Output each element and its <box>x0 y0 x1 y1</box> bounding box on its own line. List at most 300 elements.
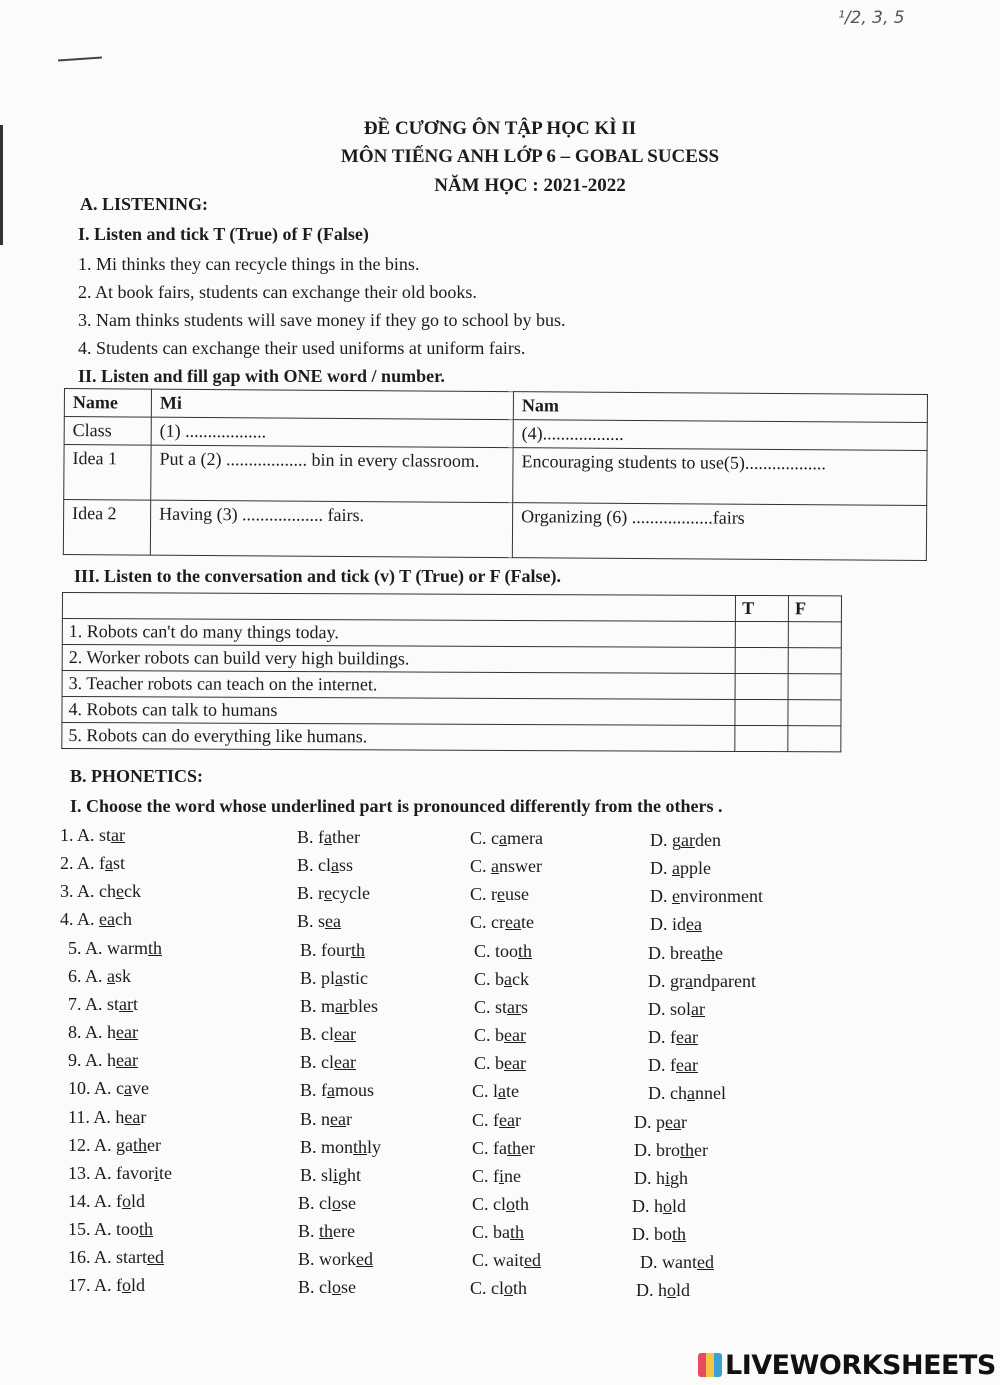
underlined-part: o <box>332 1276 341 1297</box>
option-d[interactable] <box>650 914 702 935</box>
word-part: t <box>133 994 139 1014</box>
underlined-part: ear <box>334 1023 356 1044</box>
option-c[interactable] <box>474 1025 526 1046</box>
word-part: B. m <box>300 995 336 1016</box>
underlined-part: ea <box>505 912 521 932</box>
underlined-part: a <box>331 854 339 875</box>
gap-2: Put a (2) .................. bin in every classroom. <box>151 445 513 503</box>
word-part: r <box>680 1111 687 1132</box>
question-number: 9. A. <box>68 1050 108 1070</box>
word-part: ere <box>333 1220 356 1241</box>
word-part: h <box>107 1050 117 1070</box>
option-a[interactable] <box>68 994 138 1015</box>
option-a[interactable] <box>68 1050 138 1071</box>
underlined-part: ear <box>504 1053 526 1073</box>
word-part: th <box>515 1194 530 1214</box>
word-part: D. <box>650 857 672 878</box>
underlined-part: o <box>506 1194 515 1214</box>
word-part: D. ch <box>648 1082 687 1103</box>
option-d[interactable] <box>634 1112 687 1133</box>
option-d[interactable] <box>632 1224 686 1245</box>
word-part: C. wait <box>472 1250 524 1270</box>
underlined-part: ed <box>356 1248 373 1269</box>
word-part: ch <box>115 909 132 929</box>
option-a[interactable] <box>68 1191 145 1212</box>
word-part: pple <box>680 857 711 878</box>
word-part: C. too <box>474 941 519 961</box>
underlined-part: ear <box>676 1026 698 1047</box>
option-a[interactable] <box>68 1022 138 1043</box>
t-cell[interactable] <box>735 699 788 725</box>
option-d[interactable] <box>636 1280 690 1301</box>
word-part: nvironment <box>680 885 763 906</box>
underlined-part: ar <box>335 995 349 1016</box>
word-part: D. g <box>650 829 681 850</box>
word-part: D. h <box>634 1167 665 1188</box>
underlined-part: a <box>105 853 114 873</box>
option-c[interactable] <box>474 997 528 1018</box>
word-part: C. r <box>470 884 497 904</box>
word-part: B. s <box>297 910 326 931</box>
word-part: bles <box>349 995 378 1016</box>
word-part: h <box>115 1107 125 1127</box>
logo-icon <box>698 1353 722 1377</box>
question-number: 17. A. <box>68 1275 117 1295</box>
word-part: cycle <box>332 882 370 903</box>
option-c[interactable] <box>474 969 529 990</box>
option-d[interactable] <box>648 999 705 1020</box>
word-part: B. cl <box>300 1051 334 1072</box>
underlined-part: ea <box>124 1107 141 1127</box>
handwritten-note: ¹/2, 3, 5 <box>838 8 905 28</box>
underlined-part: a <box>491 856 500 876</box>
underlined-part: th <box>353 1136 368 1157</box>
t-cell[interactable] <box>735 725 788 751</box>
underlined-part: th <box>319 1220 334 1241</box>
word-part: f <box>99 853 106 873</box>
f-cell[interactable] <box>788 674 841 700</box>
word-part: ve <box>132 1078 150 1098</box>
statement: 4. Robots can talk to humans <box>62 697 735 726</box>
option-a[interactable] <box>68 1135 161 1156</box>
part3-title: III. Listen to the conversation and tick (v) T (True) or F (False). <box>74 566 561 586</box>
word-part: D. <box>650 885 672 906</box>
word-part: C. f <box>472 1110 499 1130</box>
blank-header <box>62 593 735 622</box>
underlined-part: th <box>139 1219 154 1239</box>
underlined-part: o <box>122 1275 132 1295</box>
underlined-part: e <box>672 885 680 906</box>
underlined-part: i <box>333 1164 339 1185</box>
word-part: D. gr <box>648 970 685 991</box>
option-a[interactable] <box>68 966 131 987</box>
fill-gap-table <box>63 388 928 561</box>
col-f: F <box>788 596 841 622</box>
option-c[interactable] <box>472 1166 521 1187</box>
question-number: 8. A. <box>68 1022 108 1042</box>
option-b[interactable] <box>297 855 353 876</box>
word-part: B. mon <box>300 1136 354 1157</box>
underlined-part: ear <box>676 1054 698 1075</box>
word-part: er <box>147 1135 162 1155</box>
word-part: ch <box>99 881 117 901</box>
underlined-part: ear <box>116 1022 138 1042</box>
part1-item: 3. Nam thinks students will save money if they go to school by bus. <box>78 310 566 330</box>
underlined-part: o <box>663 1195 672 1216</box>
word-part: ly <box>367 1136 382 1157</box>
option-b[interactable] <box>300 940 365 961</box>
underlined-part: th <box>680 1139 695 1160</box>
section-b-title: B. PHONETICS: <box>70 766 204 786</box>
word-part: B. n <box>300 1108 331 1129</box>
word-part: r <box>346 1108 352 1129</box>
underlined-part: th <box>700 942 715 963</box>
phonetics-part1-title: I. Choose the word whose underlined part is pronounced differently from the others . <box>70 796 723 816</box>
option-a[interactable] <box>68 1247 164 1268</box>
underlined-part: ea <box>686 913 702 934</box>
header-name: Name <box>64 389 151 418</box>
word-part: ndparent <box>693 970 756 991</box>
underlined-part: ear <box>334 1051 356 1072</box>
word-part: nnel <box>695 1082 726 1103</box>
t-cell[interactable] <box>735 673 788 699</box>
underlined-part: a <box>335 967 344 988</box>
option-b[interactable] <box>298 1193 356 1214</box>
word-part: gh <box>670 1167 689 1188</box>
option-a[interactable] <box>60 853 125 874</box>
word-part: B. f <box>297 826 324 847</box>
word-part: C. b <box>474 1053 505 1073</box>
word-part: mera <box>507 828 543 848</box>
t-cell[interactable] <box>735 621 788 647</box>
word-part: f <box>116 1275 123 1295</box>
option-d[interactable] <box>648 1055 698 1076</box>
question-number: 14. A. <box>68 1191 117 1211</box>
question-number: 13. A. <box>68 1163 117 1183</box>
word-part: den <box>694 829 721 850</box>
word-part: C. cl <box>470 1278 504 1298</box>
word-part: ld <box>131 1191 146 1211</box>
underlined-part: ed <box>524 1250 541 1270</box>
question-number: 3. A. <box>60 881 100 901</box>
underlined-part: th <box>351 939 366 960</box>
gap-3: Having (3) .................. fairs. <box>150 500 512 558</box>
option-d[interactable] <box>648 1027 698 1048</box>
underlined-part: ar <box>119 994 134 1014</box>
question-number: 10. A. <box>68 1078 117 1098</box>
word-part: B. sl <box>300 1164 334 1185</box>
underlined-part: th <box>148 938 163 958</box>
word-part: C. cr <box>470 912 505 932</box>
word-part: st <box>113 853 126 873</box>
underlined-part: i <box>154 1163 160 1183</box>
t-cell[interactable] <box>735 647 788 673</box>
word-part: er <box>694 1139 708 1160</box>
question-number: 11. A. <box>68 1107 116 1127</box>
word-part: D. h <box>636 1279 667 1300</box>
word-part: sk <box>115 966 132 986</box>
option-c[interactable] <box>472 1250 541 1271</box>
word-part: B. cl <box>297 854 331 875</box>
word-part: stic <box>343 967 369 988</box>
underlined-part: ar <box>111 825 126 845</box>
f-cell[interactable] <box>788 622 841 648</box>
word-part: ght <box>338 1164 362 1185</box>
option-a[interactable] <box>68 1275 145 1296</box>
underlined-part: a <box>498 1081 507 1101</box>
option-c[interactable] <box>472 1194 529 1215</box>
option-a[interactable] <box>68 1163 172 1184</box>
word-part: B. f <box>300 1079 327 1100</box>
statement: 2. Worker robots can build very high buildings. <box>62 645 735 674</box>
underlined-part: ea <box>99 909 115 929</box>
option-c[interactable] <box>470 856 542 877</box>
option-b[interactable] <box>298 1277 356 1298</box>
underlined-part: e <box>497 884 505 904</box>
word-part: C. fa <box>472 1138 507 1158</box>
option-b[interactable] <box>297 827 360 848</box>
option-a[interactable] <box>60 909 132 930</box>
question-number: 12. A. <box>68 1135 117 1155</box>
word-part: ld <box>676 1279 691 1300</box>
option-a[interactable] <box>68 1107 146 1128</box>
gap-5: Encouraging students to use(5).................. <box>513 448 927 506</box>
word-part: B. four <box>300 939 351 960</box>
word-part: C. st <box>474 997 508 1017</box>
section-a-title: A. LISTENING: <box>80 194 209 214</box>
f-cell[interactable] <box>788 648 841 674</box>
word-part: ck <box>124 881 142 901</box>
question-number: 1. A. <box>60 825 100 845</box>
option-a[interactable] <box>68 938 162 959</box>
underlined-part: i <box>665 1167 671 1188</box>
word-part: favor <box>116 1163 154 1183</box>
word-part: D. sol <box>648 998 692 1019</box>
underlined-part: o <box>504 1278 513 1298</box>
word-part: s <box>521 997 529 1017</box>
option-b[interactable] <box>300 996 378 1017</box>
word-part: th <box>513 1278 528 1298</box>
option-c[interactable] <box>470 912 534 933</box>
word-part: B. cl <box>298 1276 332 1297</box>
statement: 3. Teacher robots can teach on the internet. <box>62 671 735 700</box>
option-c[interactable] <box>474 1053 526 1074</box>
liveworksheets-logo <box>698 1350 996 1381</box>
row-label: Idea 1 <box>64 445 151 501</box>
part1-item: 4. Students can exchange their used uniforms at uniform fairs. <box>78 338 526 358</box>
option-d[interactable] <box>648 1083 726 1104</box>
question-number: 6. A. <box>68 966 108 986</box>
word-part: ld <box>131 1275 146 1295</box>
option-d[interactable] <box>650 886 763 907</box>
option-b[interactable] <box>300 1052 356 1073</box>
word-part: ne <box>504 1166 522 1186</box>
f-cell[interactable] <box>788 726 841 752</box>
word-part: B. work <box>298 1248 356 1269</box>
underlined-part: th <box>510 1222 525 1242</box>
option-c[interactable] <box>472 1110 521 1131</box>
word-part: er <box>521 1138 535 1158</box>
word-part: se <box>341 1192 356 1213</box>
underlined-part: i <box>499 1166 505 1186</box>
question-number: 5. A. <box>68 938 108 958</box>
word-part: C. b <box>474 1025 505 1045</box>
option-b[interactable] <box>300 1109 352 1130</box>
option-c[interactable] <box>472 1222 524 1243</box>
gap-1: (1) .................. <box>151 417 513 448</box>
underlined-part: a <box>672 857 680 878</box>
underlined-part: ea <box>325 910 341 931</box>
question-number: 4. A. <box>60 909 100 929</box>
word-part: start <box>116 1247 148 1267</box>
underlined-part: ed <box>697 1251 714 1272</box>
word-part: st <box>107 994 120 1014</box>
part1-item: 1. Mi thinks they can recycle things in the bins. <box>78 254 420 274</box>
word-part: ther <box>332 826 360 847</box>
underlined-part: a <box>124 1078 133 1098</box>
word-part: D. bro <box>634 1139 680 1160</box>
option-d[interactable] <box>650 858 711 879</box>
gap-4: (4).................. <box>513 420 927 451</box>
option-b[interactable] <box>298 1249 373 1270</box>
doc-title-line3: NĂM HỌC : 2021-2022 <box>434 175 626 196</box>
word-part: D. h <box>632 1195 663 1216</box>
underlined-part: ea <box>499 1110 515 1130</box>
option-c[interactable] <box>470 828 543 849</box>
underlined-part: a <box>504 969 513 989</box>
underlined-part: th <box>672 1223 687 1244</box>
col-t: T <box>736 595 789 621</box>
doc-title-line1: ĐỀ CƯƠNG ÔN TẬP HỌC KÌ II <box>363 118 637 139</box>
word-part: C. <box>470 856 492 876</box>
underlined-part: ear <box>116 1050 138 1070</box>
option-b[interactable] <box>300 968 368 989</box>
underlined-part: ea <box>330 1108 346 1129</box>
word-part: h <box>107 1022 117 1042</box>
option-b[interactable] <box>300 1137 381 1158</box>
option-b[interactable] <box>297 911 341 932</box>
option-a[interactable] <box>60 825 125 846</box>
part1-title: I. Listen and tick T (True) of F (False) <box>78 224 369 244</box>
word-part: f <box>116 1191 123 1211</box>
word-part: D. want <box>640 1251 697 1272</box>
option-c[interactable] <box>470 884 529 905</box>
underlined-part: th <box>518 941 533 961</box>
underlined-part: th <box>507 1138 522 1158</box>
option-d[interactable] <box>632 1196 686 1217</box>
option-c[interactable] <box>472 1138 535 1159</box>
word-part: D. f <box>648 1026 676 1047</box>
option-d[interactable] <box>634 1168 688 1189</box>
question-number: 7. A. <box>68 994 108 1014</box>
word-part: c <box>116 1078 125 1098</box>
part2-title: II. Listen and fill gap with ONE word / number. <box>78 366 445 386</box>
word-part: D. bo <box>632 1223 672 1244</box>
question-number: 2. A. <box>60 853 100 873</box>
header-nam: Nam <box>513 392 927 423</box>
option-b[interactable] <box>300 1080 374 1101</box>
word-part: C. b <box>474 969 505 989</box>
true-false-table <box>61 592 842 752</box>
option-d[interactable] <box>648 971 756 992</box>
option-d[interactable] <box>648 943 723 964</box>
word-part: B. cl <box>300 1023 334 1044</box>
option-b[interactable] <box>300 1165 361 1186</box>
word-part: st <box>99 825 112 845</box>
option-d[interactable] <box>640 1252 714 1273</box>
word-part: te <box>520 912 534 932</box>
option-c[interactable] <box>470 1278 527 1299</box>
word-part: C. c <box>470 828 499 848</box>
underlined-part: ar <box>691 998 705 1019</box>
word-part: warm <box>107 938 148 958</box>
word-part: te <box>506 1081 520 1101</box>
word-part: ld <box>672 1195 687 1216</box>
option-b[interactable] <box>298 1221 355 1242</box>
question-number: 15. A. <box>68 1219 117 1239</box>
word-part: C. f <box>472 1166 499 1186</box>
word-part: se <box>341 1276 356 1297</box>
word-part: B. cl <box>298 1192 332 1213</box>
word-part: C. cl <box>472 1194 506 1214</box>
question-number: 16. A. <box>68 1247 117 1267</box>
part1-item: 2. At book fairs, students can exchange their old books. <box>78 282 477 302</box>
word-part: r <box>514 1110 521 1130</box>
option-b[interactable] <box>300 1024 356 1045</box>
word-part: te <box>159 1163 173 1183</box>
option-a[interactable] <box>68 1078 149 1099</box>
f-cell[interactable] <box>788 700 841 726</box>
option-a[interactable] <box>60 881 141 902</box>
word-part: use <box>505 884 529 904</box>
underlined-part: e <box>324 882 332 903</box>
option-b[interactable] <box>297 883 370 904</box>
gap-6: Organizing (6) ..................fairs <box>512 503 926 561</box>
underlined-part: th <box>133 1135 148 1155</box>
word-part: D. p <box>634 1111 665 1132</box>
statement: 5. Robots can do everything like humans. <box>62 723 735 752</box>
word-part: too <box>116 1219 140 1239</box>
underlined-part: ar <box>507 997 521 1017</box>
header-mi: Mi <box>151 389 513 420</box>
word-part: D. f <box>648 1054 676 1075</box>
word-part: mous <box>335 1079 375 1100</box>
word-part: B. <box>298 1220 320 1241</box>
underlined-part: ar <box>681 829 695 850</box>
underlined-part: a <box>685 970 693 991</box>
logo-text: LIVEWORKSHEETS <box>725 1350 996 1381</box>
option-c[interactable] <box>472 1081 519 1102</box>
option-d[interactable] <box>650 830 721 851</box>
underlined-part: a <box>687 1082 695 1103</box>
word-part: C. l <box>472 1081 499 1101</box>
doc-title-line2: MÔN TIẾNG ANH LỚP 6 – GOBAL SUCESS <box>340 146 720 167</box>
option-c[interactable] <box>474 941 532 962</box>
underlined-part: e <box>116 881 125 901</box>
option-d[interactable] <box>634 1140 708 1161</box>
option-a[interactable] <box>68 1219 153 1240</box>
underlined-part: a <box>327 1079 335 1100</box>
underlined-part: ea <box>665 1111 681 1132</box>
word-part: ss <box>339 854 354 875</box>
underlined-part: ed <box>147 1247 165 1267</box>
word-part: C. ba <box>472 1222 510 1242</box>
word-part: B. pl <box>300 967 336 988</box>
word-part: r <box>140 1107 147 1127</box>
underlined-part: a <box>499 828 507 848</box>
word-part: D. brea <box>648 942 701 963</box>
statement: 1. Robots can't do many things today. <box>62 619 735 648</box>
